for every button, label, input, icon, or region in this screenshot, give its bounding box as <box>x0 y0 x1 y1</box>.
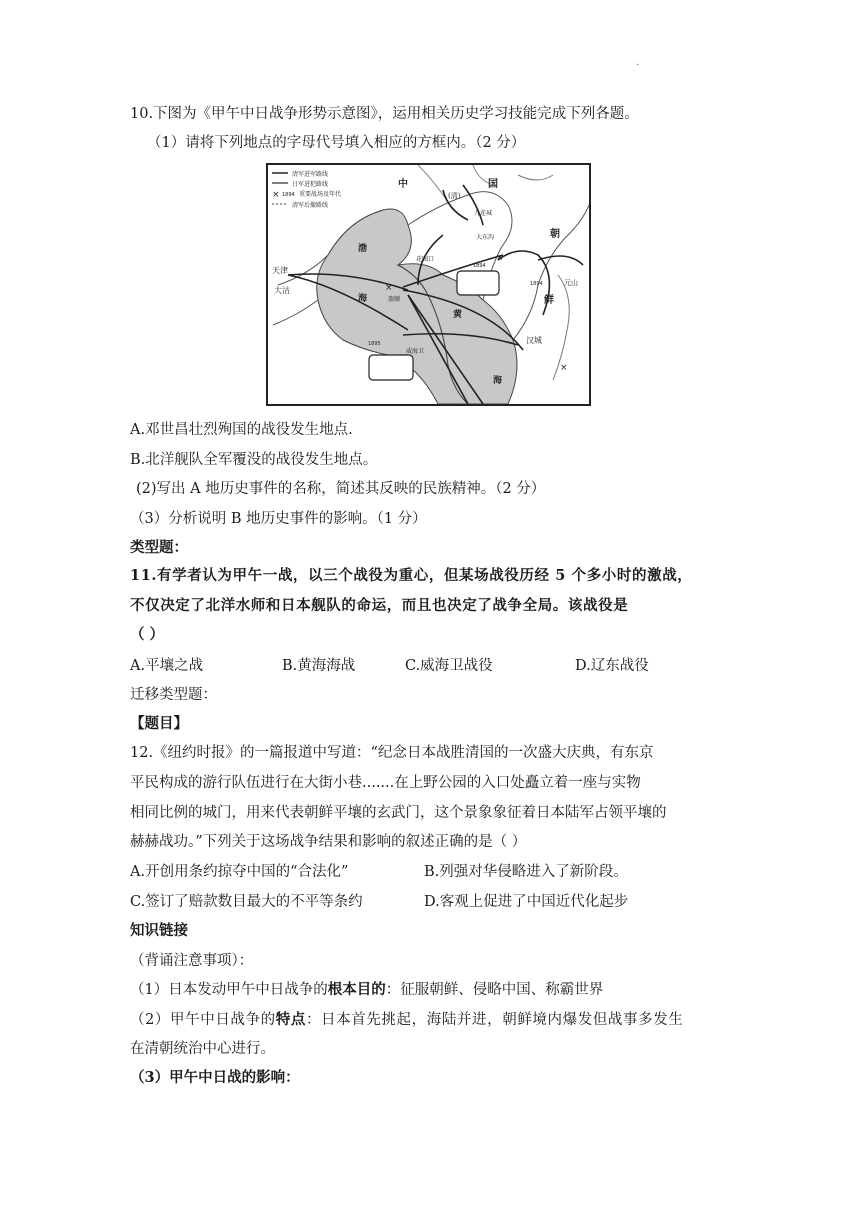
svg-text:九连城: 九连城 <box>474 210 493 217</box>
svg-text:(清): (清) <box>448 192 461 200</box>
svg-text:海: 海 <box>493 376 503 386</box>
war-map <box>266 163 591 406</box>
legend-qing-retreat: 清军后撤路线 <box>292 202 329 209</box>
legend-year: 1894 <box>282 192 295 198</box>
map-legend <box>272 170 341 209</box>
svg-text:国: 国 <box>488 179 498 190</box>
svg-text:1894: 1894 <box>473 263 486 269</box>
war-map-svg <box>268 165 589 404</box>
svg-text:大东沟: 大东沟 <box>476 234 495 241</box>
svg-text:黄: 黄 <box>453 310 463 320</box>
q10-option-b: B.北洋舰队全军覆没的战役发生地点。 <box>130 452 378 468</box>
q12-line-4: 赫赫战功。”下列关于这场战争结果和影响的叙述正确的是（ ） <box>130 834 527 850</box>
knowledge-subheading: （背诵注意事项）： <box>130 953 254 969</box>
svg-text:汉城: 汉城 <box>526 336 542 345</box>
knowledge-point-2-cont: 在清朝统治中心进行。 <box>130 1041 275 1057</box>
svg-text:1895: 1895 <box>368 341 381 347</box>
page-mark: · <box>636 60 640 71</box>
svg-text:×: × <box>560 363 568 373</box>
type-question-heading: 类型题： <box>130 539 188 556</box>
svg-text:×: × <box>272 190 280 200</box>
q12-line-3: 相同比例的城门，用来代表朝鲜平壤的玄武门，这个景象象征着日本陆军占领平壤的 <box>130 805 667 821</box>
legend-qing-advance: 清军进军路线 <box>292 171 329 178</box>
q12-option-b: B.列强对华侵略进入了新阶段。 <box>424 864 628 880</box>
q12-line-1: 12.《纽约时报》的一篇报道中写道：“纪念日本战胜清国的一次盛大庆典，有东京 <box>130 745 654 761</box>
q11-option-d: D.辽东战役 <box>575 658 649 674</box>
answer-box-1 <box>457 271 499 295</box>
svg-text:威海卫: 威海卫 <box>406 348 425 355</box>
svg-text:中: 中 <box>398 179 408 190</box>
legend-japan-invade: 日军进犯路线 <box>292 181 329 188</box>
knowledge-point-2: （2）甲午中日战争的特点：日本首先挑起，海陆并进，朝鲜境内爆发但战事多发生 <box>130 1011 684 1028</box>
q10-stem: 10.下图为《甲午中日战争形势示意图》，运用相关历史学习技能完成下列各题。 <box>130 106 639 122</box>
svg-text:旅顺: 旅顺 <box>388 296 401 303</box>
svg-text:海: 海 <box>358 294 368 304</box>
svg-text:1894: 1894 <box>530 281 543 287</box>
q12-option-c: C.签订了赔款数目最大的不平等条约 <box>130 894 363 910</box>
q12-option-d: D.客观上促进了中国近代化起步 <box>424 894 629 910</box>
svg-text:元山: 元山 <box>564 279 578 287</box>
transfer-question-heading: 迁移类型题： <box>130 687 217 703</box>
question-tag: 【题目】 <box>130 715 188 732</box>
q10-option-a: A.邓世昌壮烈殉国的战役发生地点. <box>130 422 353 438</box>
q11-line-3: （ ） <box>130 626 165 643</box>
legend-battle: 重要战场及年代 <box>299 191 342 198</box>
q12-line-2: 平民构成的游行队伍进行在大街小巷.......在上野公园的入口处矗立着一座与实物 <box>130 775 641 791</box>
q11-option-a: A.平壤之战 <box>130 658 204 674</box>
q10-sub3: （3）分析说明 B 地历史事件的影响。（1 分） <box>130 511 427 527</box>
svg-text:朝: 朝 <box>550 229 560 240</box>
answer-box-2 <box>369 355 413 380</box>
q11-line-2: 不仅决定了北洋水师和日本舰队的命运，而且也决定了战争全局。该战役是 <box>130 597 629 614</box>
svg-text:×: × <box>496 253 504 263</box>
q11-line-1: 11.有学者认为甲午一战，以三个战役为重心，但某场战役历经 5 个多小时的激战， <box>130 567 693 584</box>
svg-text:×: × <box>385 283 393 293</box>
q11-option-b: B.黄海海战 <box>282 658 356 674</box>
q10-sub2: (2)写出 A 地历史事件的名称，简述其反映的民族精神。（2 分） <box>136 481 546 497</box>
q12-option-a: A.开创用条约掠夺中国的“合法化” <box>130 864 349 880</box>
q10-sub1: （1）请将下列地点的字母代号填入相应的方框内。（2 分） <box>147 135 526 151</box>
svg-text:鲜: 鲜 <box>544 295 554 306</box>
knowledge-point-3: （3）甲午中日战的影响： <box>130 1069 300 1086</box>
svg-text:大沽: 大沽 <box>274 286 290 295</box>
svg-text:天津: 天津 <box>272 266 288 275</box>
q11-option-c: C.威海卫战役 <box>405 658 493 674</box>
knowledge-point-1: （1）日本发动甲午中日战争的根本目的：征服朝鲜、侵略中国、称霸世界 <box>130 981 604 998</box>
svg-text:花园口: 花园口 <box>416 256 435 263</box>
knowledge-heading: 知识链接 <box>130 922 188 939</box>
svg-text:渤: 渤 <box>358 244 368 254</box>
